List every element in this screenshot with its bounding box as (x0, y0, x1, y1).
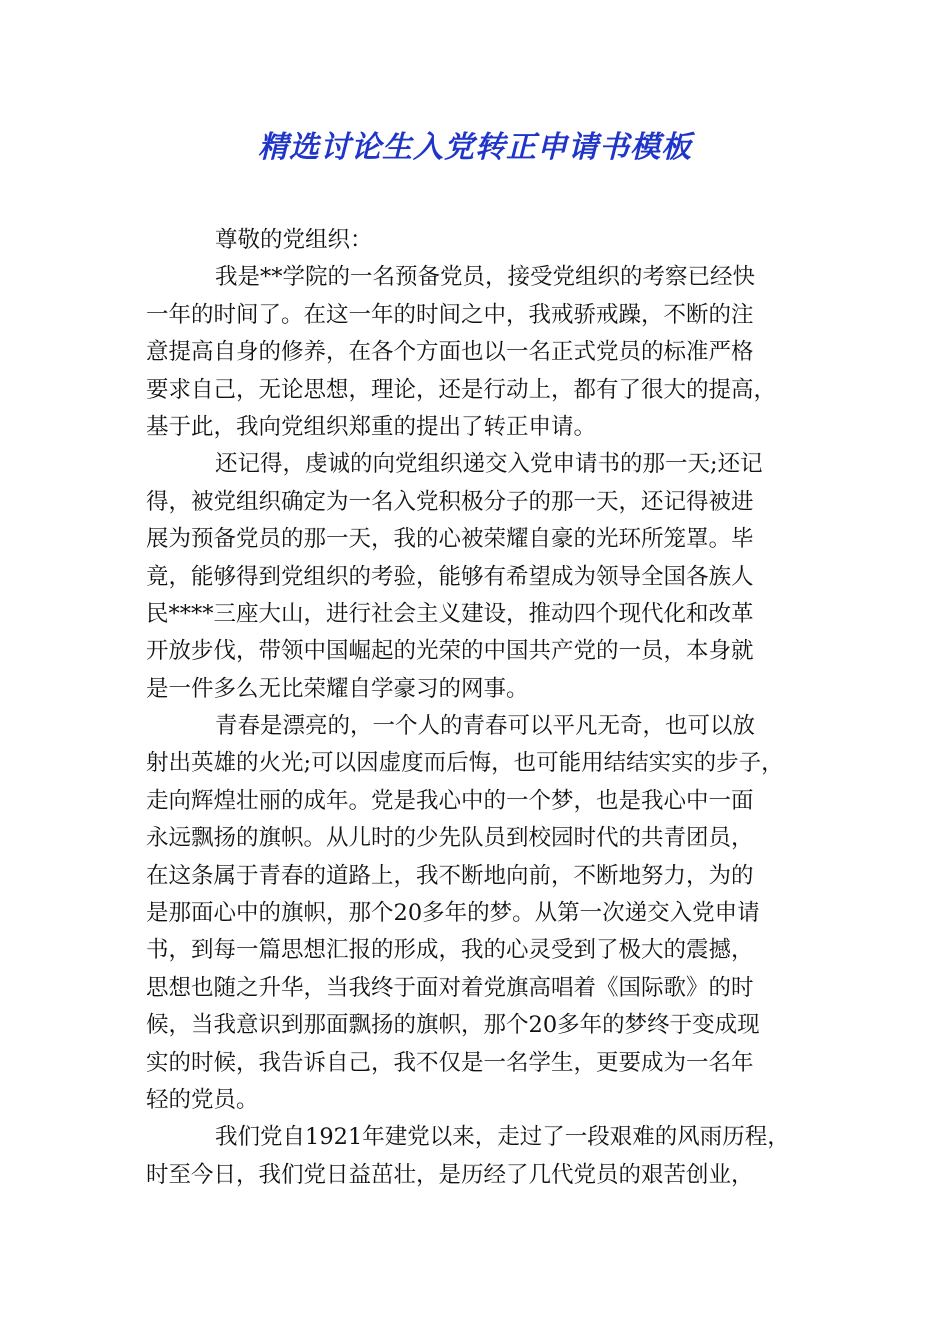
paragraph-line: 基于此，我向党组织郑重的提出了转正申请。 (146, 413, 597, 440)
paragraph-line: 开放步伐，带领中国崛起的光荣的中国共产党的一员，本身就 (146, 638, 754, 665)
document-title: 精选讨论生入党转正申请书模板 (258, 130, 692, 165)
paragraph-line: 民****三座大山，进行社会主义建设，推动四个现代化和改革 (146, 600, 754, 627)
paragraph-line: 书，到每一篇思想汇报的形成，我的心灵受到了极大的震撼， (146, 937, 754, 964)
paragraph-line: 实的时候，我告诉自己，我不仅是一名学生，更要成为一名年 (146, 1049, 754, 1076)
paragraph-line: 意提高自身的修养，在各个方面也以一名正式党员的标准严格 (146, 339, 754, 366)
paragraph-line: 走向辉煌壮丽的成年。党是我心中的一个梦，也是我心中一面 (146, 787, 754, 814)
paragraph-line: 我是**学院的一名预备党员，接受党组织的考察已经快 (215, 264, 756, 291)
paragraph-line: 竟，能够得到党组织的考验，能够有希望成为领导全国各族人 (146, 563, 754, 590)
paragraph-line: 轻的党员。 (146, 1086, 259, 1113)
paragraph-line: 是那面心中的旗帜，那个20多年的梦。从第一次递交入党申请 (146, 900, 760, 927)
paragraph-line: 要求自己，无论思想，理论，还是行动上，都有了很大的提高， (146, 376, 777, 403)
paragraph-line: 时至今日，我们党日益茁壮，是历经了几代党员的艰苦创业， (146, 1161, 754, 1188)
salutation-line: 尊敬的党组织： (215, 227, 373, 253)
paragraph-line: 永远飘扬的旗帜。从儿时的少先队员到校园时代的共青团员， (146, 825, 754, 852)
paragraph-line: 我们党自1921年建党以来，走过了一段艰难的风雨历程， (215, 1124, 790, 1151)
paragraph-line: 一年的时间了。在这一年的时间之中，我戒骄戒躁，不断的注 (146, 301, 754, 328)
paragraph-line: 候，当我意识到那面飘扬的旗帜，那个20多年的梦终于变成现 (146, 1012, 760, 1039)
paragraph-line: 在这条属于青春的道路上，我不断地向前，不断地努力，为的 (146, 862, 754, 889)
paragraph-line: 思想也随之升华，当我终于面对着党旗高唱着《国际歌》的时 (146, 974, 754, 1001)
paragraph-line: 还记得，虔诚的向党组织递交入党申请书的那一天;还记 (215, 451, 763, 478)
paragraph-line: 青春是漂亮的，一个人的青春可以平凡无奇，也可以放 (215, 713, 756, 740)
document-body (146, 222, 818, 1194)
paragraph-line: 射出英雄的火光;可以因虚度而后悔，也可能用结结实实的步子， (146, 750, 784, 777)
paragraph-line: 是一件多么无比荣耀自学豪习的网事。 (146, 675, 529, 702)
paragraph-line: 展为预备党员的那一天，我的心被荣耀自豪的光环所笼罩。毕 (146, 526, 754, 553)
paragraph-line: 得，被党组织确定为一名入党积极分子的那一天，还记得被进 (146, 488, 754, 515)
